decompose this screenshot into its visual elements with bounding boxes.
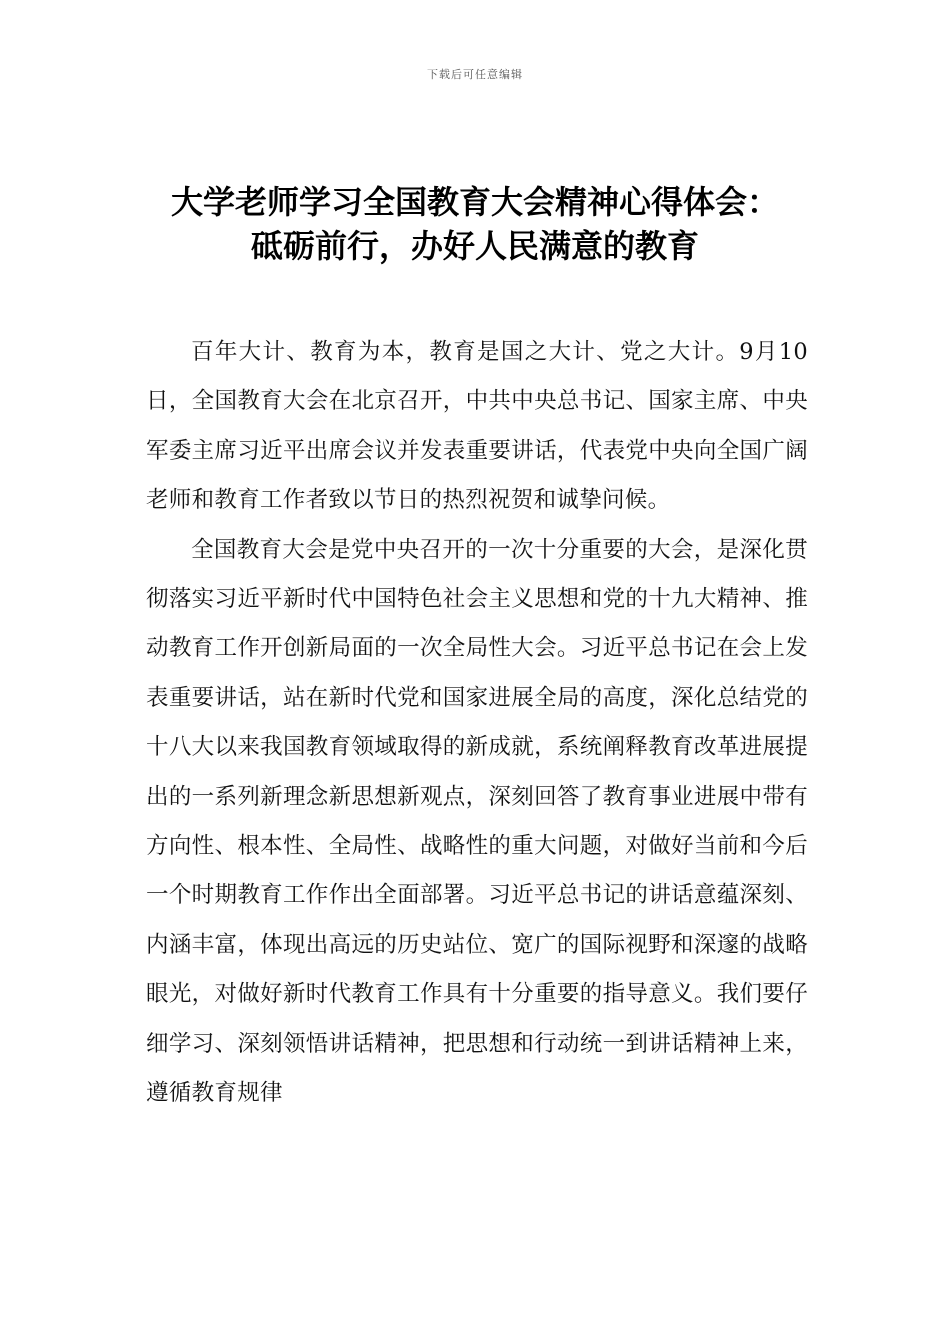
document-body [146,328,808,1119]
paragraph-1: 百年大计、教育为本，教育是国之大计、党之大计。9月10日，全国教育大会在北京召开，中共中央总书记、国家主席、中央军委主席习近平出席会议并发表重要讲话，代表党中央向全国广阔老师和教育工作者致以节日的热烈祝贺和诚挚问候。 [146,339,808,514]
paragraph-2: 全国教育大会是党中央召开的一次十分重要的大会，是深化贯彻落实习近平新时代中国特色社会主义思想和党的十九大精神、推动教育工作开创新局面的一次全局性大会。习近平总书记在会上发表重要讲话，站在新时代党和国家进展全局的高度，深化总结党的十八大以来我国教育领域取得的新成就，系统阐释教育改革进展提出的一系列新理念新思想新观点，深刻回答了教育事业进展中带有方向性、根本性、全局性、战略性的重大问题，对做好当前和今后一个时期教育工作作出全面部署。习近平总书记的讲话意蕴深刻、内涵丰富，体现出高远的历史站位、宽广的国际视野和深邃的战略眼光，对做好新时代教育工作具有十分重要的指导意义。我们要仔细学习、深刻领悟讲话精神，把思想和行动统一到讲话精神上来，遵循教育规律 [146,536,808,1107]
header-note: 下载后可任意编辑 [427,68,523,81]
title-line-2: 砥砺前行，办好人民满意的教育 [250,227,699,265]
title-line-1: 大学老师学习全国教育大会精神心得体会： [170,183,779,221]
document-title [120,180,830,268]
